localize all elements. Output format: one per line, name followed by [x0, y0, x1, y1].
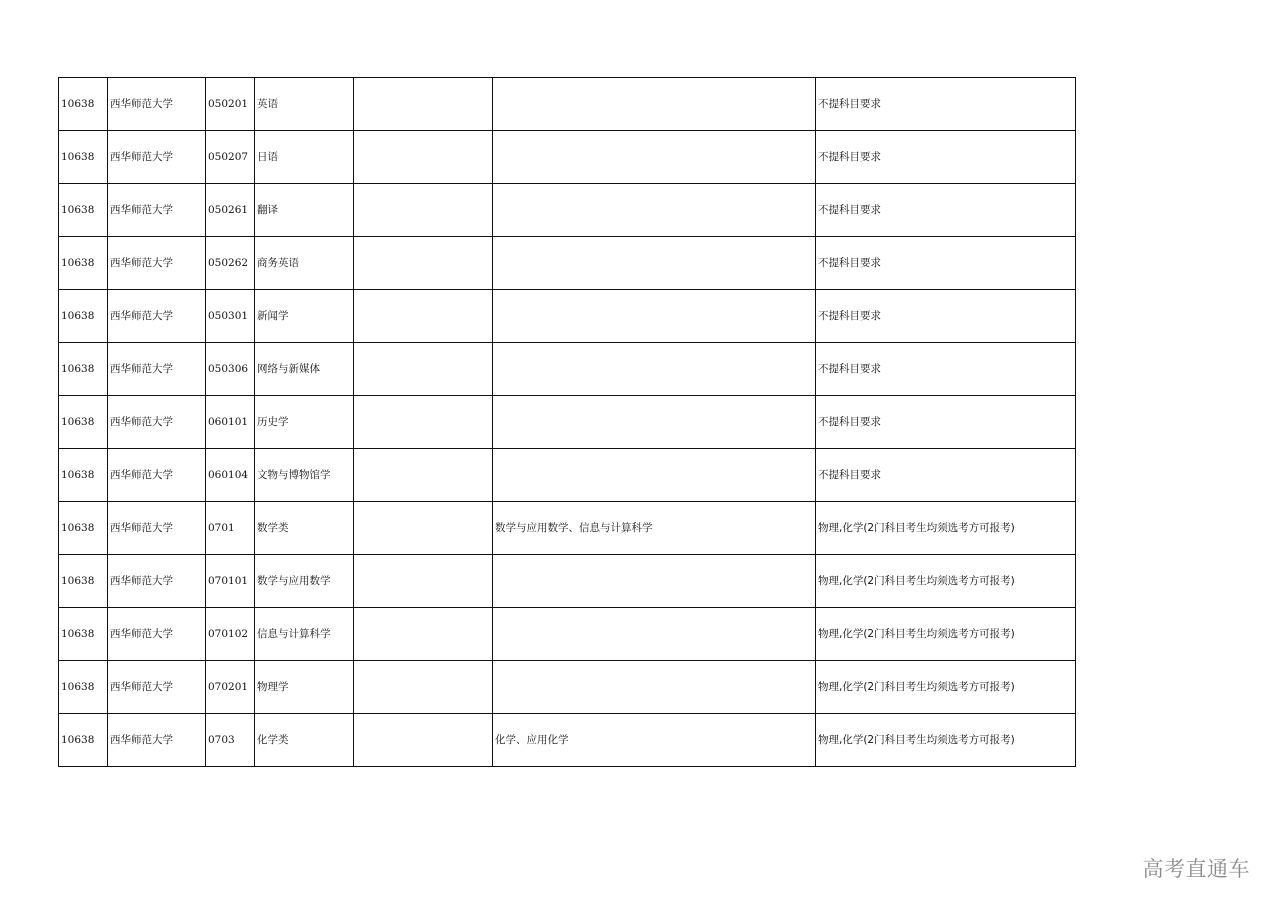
blank-cell	[354, 78, 493, 131]
table-row	[59, 449, 1076, 502]
blank-cell	[354, 343, 493, 396]
institution-code-cell: 10638	[59, 608, 108, 661]
institution-name-cell: 西华师范大学	[108, 184, 206, 237]
blank-cell	[354, 661, 493, 714]
major-name-cell: 数学类	[255, 502, 354, 555]
blank-cell	[354, 449, 493, 502]
included-majors-cell	[493, 555, 816, 608]
institution-code-cell: 10638	[59, 184, 108, 237]
blank-cell	[354, 714, 493, 767]
table-row	[59, 237, 1076, 290]
institution-code-cell: 10638	[59, 290, 108, 343]
major-code-cell: 0701	[206, 502, 255, 555]
included-majors-cell	[493, 290, 816, 343]
major-code-cell: 050262	[206, 237, 255, 290]
institution-name-cell: 西华师范大学	[108, 449, 206, 502]
major-code-cell: 050306	[206, 343, 255, 396]
included-majors-cell	[493, 343, 816, 396]
blank-cell	[354, 502, 493, 555]
institution-code-cell: 10638	[59, 78, 108, 131]
subject-requirement-cell: 物理,化学(2门科目考生均须选考方可报考)	[816, 608, 1076, 661]
blank-cell	[354, 184, 493, 237]
table-row	[59, 608, 1076, 661]
major-name-cell: 日语	[255, 131, 354, 184]
institution-name-cell: 西华师范大学	[108, 555, 206, 608]
major-code-cell: 070101	[206, 555, 255, 608]
table-row	[59, 502, 1076, 555]
included-majors-cell	[493, 237, 816, 290]
blank-cell	[354, 290, 493, 343]
major-name-cell: 信息与计算科学	[255, 608, 354, 661]
subject-requirement-cell: 不提科目要求	[816, 131, 1076, 184]
table-row	[59, 78, 1076, 131]
major-code-cell: 050261	[206, 184, 255, 237]
included-majors-cell	[493, 396, 816, 449]
major-code-cell: 050301	[206, 290, 255, 343]
major-name-cell: 网络与新媒体	[255, 343, 354, 396]
major-code-cell: 050207	[206, 131, 255, 184]
included-majors-cell	[493, 78, 816, 131]
blank-cell	[354, 608, 493, 661]
table-row	[59, 396, 1076, 449]
major-name-cell: 新闻学	[255, 290, 354, 343]
included-majors-cell	[493, 661, 816, 714]
included-majors-cell	[493, 449, 816, 502]
subject-requirement-cell: 不提科目要求	[816, 449, 1076, 502]
subject-requirement-cell: 物理,化学(2门科目考生均须选考方可报考)	[816, 502, 1076, 555]
subject-requirement-cell: 不提科目要求	[816, 396, 1076, 449]
table-row	[59, 184, 1076, 237]
table-row	[59, 290, 1076, 343]
table-row	[59, 714, 1076, 767]
major-name-cell: 英语	[255, 78, 354, 131]
table-row	[59, 131, 1076, 184]
institution-code-cell: 10638	[59, 343, 108, 396]
institution-name-cell: 西华师范大学	[108, 396, 206, 449]
included-majors-cell: 化学、应用化学	[493, 714, 816, 767]
subject-requirement-cell: 物理,化学(2门科目考生均须选考方可报考)	[816, 661, 1076, 714]
institution-code-cell: 10638	[59, 396, 108, 449]
institution-code-cell: 10638	[59, 555, 108, 608]
blank-cell	[354, 131, 493, 184]
blank-cell	[354, 396, 493, 449]
table-row	[59, 661, 1076, 714]
institution-code-cell: 10638	[59, 661, 108, 714]
subject-requirement-cell: 不提科目要求	[816, 184, 1076, 237]
major-code-cell: 070201	[206, 661, 255, 714]
major-code-cell: 060104	[206, 449, 255, 502]
included-majors-cell	[493, 131, 816, 184]
institution-name-cell: 西华师范大学	[108, 343, 206, 396]
institution-name-cell: 西华师范大学	[108, 237, 206, 290]
institution-name-cell: 西华师范大学	[108, 661, 206, 714]
institution-name-cell: 西华师范大学	[108, 78, 206, 131]
included-majors-cell	[493, 608, 816, 661]
included-majors-cell: 数学与应用数学、信息与计算科学	[493, 502, 816, 555]
major-name-cell: 商务英语	[255, 237, 354, 290]
subject-requirement-cell: 不提科目要求	[816, 237, 1076, 290]
blank-cell	[354, 555, 493, 608]
subject-requirement-cell: 不提科目要求	[816, 78, 1076, 131]
institution-code-cell: 10638	[59, 714, 108, 767]
major-code-cell: 0703	[206, 714, 255, 767]
included-majors-cell	[493, 184, 816, 237]
major-code-cell: 070102	[206, 608, 255, 661]
institution-code-cell: 10638	[59, 237, 108, 290]
major-code-cell: 050201	[206, 78, 255, 131]
table-body	[59, 78, 1076, 767]
major-name-cell: 数学与应用数学	[255, 555, 354, 608]
requirements-table	[58, 77, 1076, 767]
institution-name-cell: 西华师范大学	[108, 502, 206, 555]
watermark: 高考直通车	[1142, 857, 1250, 881]
major-name-cell: 化学类	[255, 714, 354, 767]
major-name-cell: 历史学	[255, 396, 354, 449]
institution-name-cell: 西华师范大学	[108, 608, 206, 661]
subject-requirement-cell: 物理,化学(2门科目考生均须选考方可报考)	[816, 714, 1076, 767]
institution-name-cell: 西华师范大学	[108, 290, 206, 343]
institution-code-cell: 10638	[59, 449, 108, 502]
subject-requirement-cell: 不提科目要求	[816, 290, 1076, 343]
major-code-cell: 060101	[206, 396, 255, 449]
institution-code-cell: 10638	[59, 502, 108, 555]
subject-requirement-cell: 不提科目要求	[816, 343, 1076, 396]
institution-name-cell: 西华师范大学	[108, 131, 206, 184]
subject-requirement-cell: 物理,化学(2门科目考生均须选考方可报考)	[816, 555, 1076, 608]
table-row	[59, 555, 1076, 608]
table-row	[59, 343, 1076, 396]
institution-name-cell: 西华师范大学	[108, 714, 206, 767]
major-name-cell: 翻译	[255, 184, 354, 237]
major-name-cell: 文物与博物馆学	[255, 449, 354, 502]
blank-cell	[354, 237, 493, 290]
institution-code-cell: 10638	[59, 131, 108, 184]
major-name-cell: 物理学	[255, 661, 354, 714]
